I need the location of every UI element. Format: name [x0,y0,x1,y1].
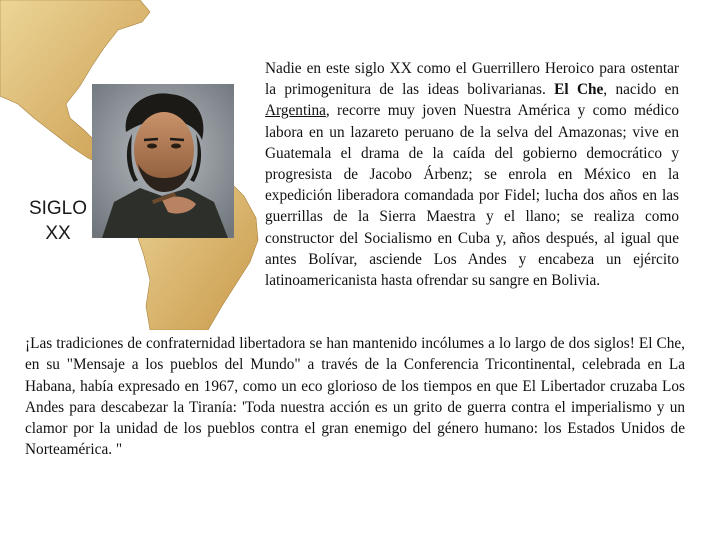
argentina-link[interactable]: Argentina [265,102,326,120]
bio-text-part2: , nacido en [603,81,680,99]
siglo-label-line2: XX [45,223,71,244]
che-name: El Che [554,81,604,99]
che-portrait-image [92,84,234,238]
bio-text-part1: Nadie en este siglo XX como el Guerrillero Heroico para ostentar la primogenitura de las ideas bolivarianas. [265,60,679,99]
siglo-label-line1: SIGLO [28,198,88,219]
bio-text-part3: , recorre muy joven Nuestra América y como médico labora en un lazareto peruano de la selva del Amazonas; vive en Guatemala el drama de la caída del gobierno democrático y progresista de Jacobo Árbenz; se enrola en México en la expedición liberadora comandada por Fidel; lucha dos años en las guerrillas de la Sierra Maestra y el llano; se realiza como constructor del Socialismo en Cuba y, años después, al igual que antes Bolívar, asciende Los Andes y encabeza un ejército latinoamericanista hasta ofrendar su sangre en Bolivia. [265,102,679,290]
siglo-xx-label [18,196,98,246]
biography-paragraph [265,58,679,291]
quote-paragraph: ¡Las tradiciones de confraternidad libertadora se han mantenido incólumes a lo largo de dos siglos! El Che, en su "Mensaje a los pueblos del Mundo" a través de la Conferencia Tricontinental, celebrada en La Habana, había expresado en 1967, como un eco glorioso de los tiempos en que El Libertador cruzaba Los Andes para descabezar la Tiranía: 'Toda nuestra acción es un grito de guerra contra el imperialismo y un clamor por la unidad de los pueblos contra el gran enemigo del género humano: los Estados Unidos de Norteamérica. " [25,335,685,459]
